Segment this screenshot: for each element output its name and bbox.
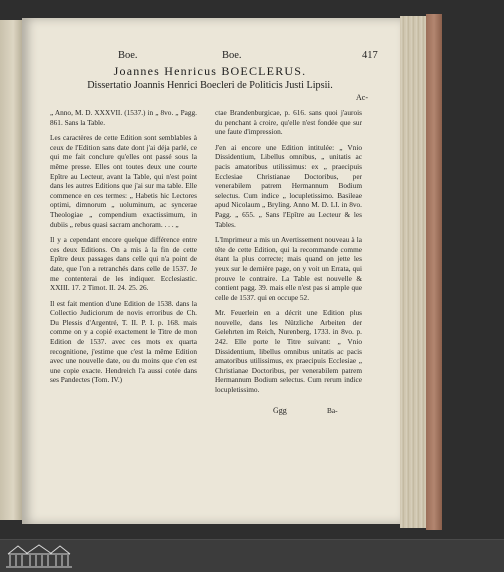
book-cover-edge bbox=[426, 14, 442, 530]
viewer-footer bbox=[0, 539, 504, 572]
running-head-center: Boe. bbox=[222, 50, 242, 61]
signature-mark: Ggg bbox=[273, 406, 287, 415]
entry-title: Joannes Henricus BOECLERUS. bbox=[113, 64, 307, 78]
paragraph: Il est fait mention d'une Edition de 1538. dans la Collectio Judiciorum de novis erroribus de Ch. Du Plessis d'Argentré, T. II. P. I. p. 168. mais comme on y a copié exactement le Titre de mon Edition de 1537. avec ces mots ex quarta recognitione, j'estime que c'est la même Edition avec une nouvelle date, ou du moins que c'en est une copie exacte. Hendreich l'a aussi cotée dans ses Pandectes (Tom. IV.) bbox=[50, 298, 197, 385]
paragraph: J'en ai encore une Edition intitulée: „ Vnio Dissidentium, Libellus omnibus, „ unitatis ac pacis amatoribus utilissimus: ex „ praecipuis Ecclesiae Christianae Doctoribus, per venerabilem patrem Hermannum Bodium selectus. Cum indice „ locupletissimo. Basileae apud Nicolaum „ Bryling. Anno M. D. LI. in 8vo. Pagg. „ 655. „ Sans l'Epître au Lecteur & les Tables. bbox=[215, 142, 362, 229]
paragraph: ctae Brandenburgicae, p. 616. sans quoi j'aurois du penchant à croire, qu'elle n'est fondée que sur une faute d'impression. bbox=[215, 108, 362, 137]
left-text-column bbox=[50, 108, 197, 391]
running-head-left: Boe. bbox=[118, 50, 138, 61]
right-text-column bbox=[215, 108, 362, 401]
paragraph: Les caractères de cette Edition sont semblables à ceux de l'Edition sans date dont j'ai déja parlé, ce qui me fait conclure qu'elles ont passé sous la même presse. Elles ont toutes deux une courte Epître au Lecteur, avant la Table, qui n'est point dans les autres Editions que j'ai sur ma table. Elle commence en ces termes: „ Habetis hic Lectores optimi, dimnorum „ uoluminum, ac syncerae Theologiae „ compendium exactissimum, in dubiis „ rebus quasi sacram anchoram. . . . „ bbox=[50, 133, 197, 229]
entry-subtitle: Dissertatio Joannis Henrici Boecleri de Politicis Justi Lipsii. bbox=[87, 80, 333, 91]
facing-page-edge bbox=[0, 20, 22, 520]
paragraph: Mr. Feuerlein en a décrit une Edition plus nouvelle, dans les Nützliche Arbeiten der Gelehrten im Reich, Nurenberg, 1733. in 8vo. p. 242. Elle porte le Titre suivant: „ Vnio Dissidentium, libellus omnibus unitatis ac pacis amatoribus utilissimus, ex praecipuis Ecclesiae „ Christianae Doctoribus, per venerabilem patrem Hermannum Bodium selectus. Cum rerum indice locupletissimo. bbox=[215, 308, 362, 395]
page-number: 417 bbox=[362, 50, 378, 61]
title-catchword: Ac- bbox=[356, 93, 368, 102]
library-building-icon bbox=[4, 543, 74, 569]
paragraph: L'Imprimeur a mis un Avertissement nouveau à la tête de cette Edition, qui la recommande comme étant la plus correcte; mais quand on jette les yeux sur le dernière page, on y voit un Errata, qui prouve le contraire. La Table est nouvelle & contient pagg. 39. mais elle n'est pas si ample que celle de 1537. qui en occupe 52. bbox=[215, 235, 362, 302]
paragraph: Il y a cependant encore quelque différence entre ces deux Editions. On a mis à la fin de cette Epître deux passages dans celle qui n'a point de date, que l'on a retranchés dans celle de 1537. Je me contenterai de les indiquer. Ecclesiastic. XXIII. 17. 2 Timot. II. 24. 25. 26. bbox=[50, 235, 197, 293]
page-edges bbox=[400, 16, 426, 528]
catchword: Ba- bbox=[327, 406, 338, 415]
paragraph: „ Anno, M. D. XXXVII. (1537.) in „ 8vo. „ Pagg. 861. Sans la Table. bbox=[50, 108, 197, 127]
